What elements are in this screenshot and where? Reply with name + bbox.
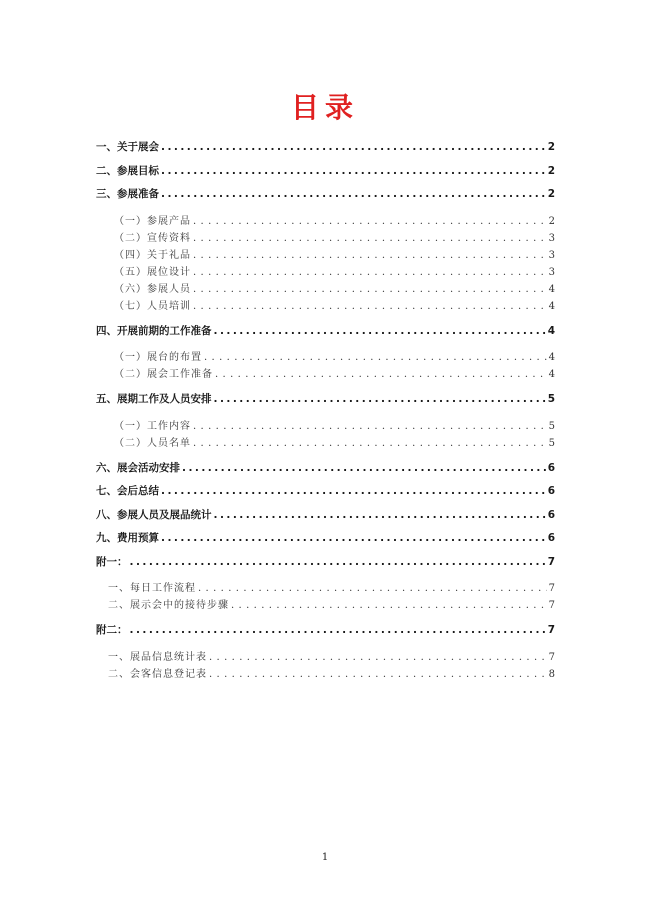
toc-entry[interactable] — [96, 619, 555, 643]
toc-subentry[interactable] — [96, 435, 555, 452]
toc-dot-leader — [161, 480, 546, 504]
toc-subentry-label: （六）参展人员 — [114, 283, 191, 295]
toc-subentry-label: （一）展台的布置 — [114, 352, 202, 363]
toc-subentry-page: 3 — [548, 266, 555, 278]
toc-entry-label: 六、展会活动安排 — [96, 461, 180, 474]
toc-entry-label: 一、关于展会 — [96, 141, 159, 153]
toc-subentry[interactable] — [96, 649, 555, 666]
toc-dot-leader — [182, 457, 546, 481]
toc-subentry-label: （二）人员名单 — [114, 437, 191, 449]
toc-entry-page: 2 — [547, 141, 555, 153]
toc-entry-page: 7 — [547, 624, 555, 636]
table-of-contents — [96, 136, 555, 683]
toc-dot-leader — [161, 136, 546, 160]
page-title: 目录 — [290, 91, 359, 124]
toc-subentry[interactable] — [96, 349, 555, 366]
toc-subentry[interactable] — [96, 418, 555, 435]
toc-dot-leader — [193, 298, 547, 315]
toc-entry-page: 2 — [547, 164, 555, 177]
toc-entry[interactable] — [96, 527, 555, 551]
toc-dot-leader — [161, 160, 546, 184]
toc-subentry-page: 5 — [548, 420, 555, 432]
toc-entry[interactable] — [96, 480, 555, 504]
toc-subentry-page: 4 — [548, 352, 555, 363]
toc-entry-page: 4 — [547, 324, 555, 337]
toc-dot-leader — [209, 666, 547, 683]
toc-dot-leader — [130, 619, 546, 643]
toc-entry-page: 2 — [547, 188, 555, 200]
toc-subentry-label: （五）展位设计 — [114, 266, 191, 278]
toc-subentry[interactable] — [96, 666, 555, 683]
toc-dot-leader — [214, 320, 546, 344]
toc-entry-page: 6 — [547, 508, 555, 521]
toc-dot-leader — [193, 247, 547, 264]
toc-entry-page: 7 — [547, 555, 555, 568]
toc-entry[interactable] — [96, 504, 555, 528]
toc-subentry[interactable] — [96, 213, 555, 230]
toc-entry-page: 6 — [547, 485, 555, 497]
toc-subentry[interactable] — [96, 247, 555, 264]
toc-subentry[interactable] — [96, 281, 555, 298]
toc-entry[interactable] — [96, 457, 555, 481]
toc-subentry-page: 5 — [548, 437, 555, 449]
toc-subentry-label: （二）展会工作准备 — [114, 369, 213, 380]
toc-subentry[interactable] — [96, 580, 555, 597]
toc-subentry-page: 3 — [548, 249, 555, 261]
toc-dot-leader — [161, 527, 546, 551]
toc-subentry-page: 4 — [548, 300, 555, 312]
toc-subentry-label: （一）参展产品 — [114, 215, 191, 227]
toc-subentry-label: （七）人员培训 — [114, 300, 191, 312]
toc-entry-label: 附二： — [96, 624, 128, 636]
toc-subentry-page: 7 — [548, 583, 555, 594]
toc-entry-label: 三、参展准备 — [96, 188, 159, 200]
toc-subentry-label: 二、展示会中的接待步骤 — [108, 600, 229, 611]
toc-dot-leader — [193, 418, 547, 435]
toc-subentry-label: （一）工作内容 — [114, 420, 191, 432]
toc-entry-label: 四、开展前期的工作准备 — [96, 324, 212, 337]
toc-entry[interactable] — [96, 136, 555, 160]
toc-dot-leader — [204, 349, 547, 366]
toc-entry-page: 5 — [547, 393, 555, 405]
toc-subentry-page: 8 — [548, 668, 555, 680]
page-number: 1 — [321, 852, 329, 863]
toc-subentry-page: 4 — [548, 369, 555, 380]
toc-entry-label: 五、展期工作及人员安排 — [96, 393, 212, 405]
toc-subentry-page: 3 — [548, 232, 555, 244]
toc-entry-label: 八、参展人员及展品统计 — [96, 508, 212, 521]
toc-dot-leader — [215, 366, 547, 383]
toc-dot-leader — [193, 230, 547, 247]
toc-dot-leader — [193, 213, 547, 230]
toc-subentry-label: 一、展品信息统计表 — [108, 651, 207, 663]
toc-subentry[interactable] — [96, 264, 555, 281]
toc-entry-page: 6 — [547, 532, 555, 544]
toc-dot-leader — [231, 597, 547, 614]
toc-entry[interactable] — [96, 183, 555, 207]
toc-entry-label: 九、费用预算 — [96, 532, 159, 544]
toc-subentry-page: 7 — [548, 651, 555, 663]
toc-subentry-page: 2 — [548, 215, 555, 227]
toc-subentry-label: 二、会客信息登记表 — [108, 668, 207, 680]
toc-subentry[interactable] — [96, 597, 555, 614]
toc-entry[interactable] — [96, 388, 555, 412]
toc-dot-leader — [161, 183, 546, 207]
toc-dot-leader — [130, 551, 546, 575]
toc-subentry[interactable] — [96, 366, 555, 383]
toc-subentry[interactable] — [96, 230, 555, 247]
toc-entry-label: 七、会后总结 — [96, 485, 159, 497]
toc-dot-leader — [193, 435, 547, 452]
toc-dot-leader — [198, 580, 547, 597]
toc-entry[interactable] — [96, 160, 555, 184]
toc-subentry-page: 4 — [548, 283, 555, 295]
toc-dot-leader — [214, 388, 546, 412]
toc-subentry-label: 一、每日工作流程 — [108, 583, 196, 594]
toc-entry[interactable] — [96, 551, 555, 575]
toc-entry-page: 6 — [547, 461, 555, 474]
toc-entry-label: 附一： — [96, 555, 128, 568]
toc-dot-leader — [214, 504, 546, 528]
toc-subentry-label: （四）关于礼品 — [114, 249, 191, 261]
toc-subentry-page: 7 — [548, 600, 555, 611]
toc-subentry-label: （二）宣传资料 — [114, 232, 191, 244]
toc-dot-leader — [209, 649, 547, 666]
toc-dot-leader — [193, 281, 547, 298]
toc-entry-label: 二、参展目标 — [96, 164, 159, 177]
toc-entry[interactable] — [96, 320, 555, 344]
toc-dot-leader — [193, 264, 547, 281]
toc-subentry[interactable] — [96, 298, 555, 315]
